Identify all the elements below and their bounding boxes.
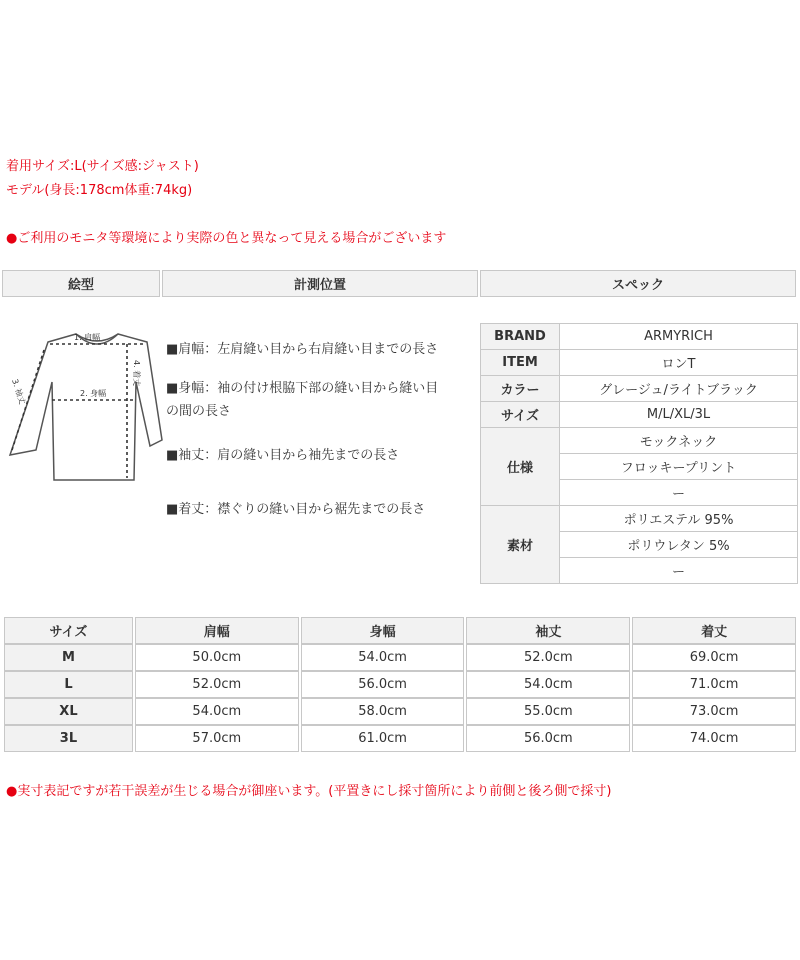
body-width-label: 2. 身幅 <box>80 389 107 398</box>
column-header: サイズ <box>4 617 133 644</box>
table-cell: 50.0cm <box>135 644 299 671</box>
length-label: 4. 着丈 <box>132 360 141 387</box>
size-label: 3L <box>4 725 133 752</box>
spec-key: サイズ <box>481 402 560 428</box>
header-measurement: 計測位置 <box>162 270 478 297</box>
table-cell: 61.0cm <box>301 725 465 752</box>
table-row <box>4 698 796 725</box>
table-cell: 54.0cm <box>301 644 465 671</box>
size-label: L <box>4 671 133 698</box>
column-header: 袖丈 <box>466 617 630 644</box>
spec-row-item <box>481 350 798 376</box>
table-cell: 56.0cm <box>301 671 465 698</box>
shoulder-label: 1. 肩幅 <box>74 333 101 342</box>
body-width-desc-2: の間の長さ <box>166 404 232 419</box>
table-row <box>4 644 796 671</box>
spec-key: BRAND <box>481 324 560 350</box>
spec-key: 素材 <box>481 506 560 584</box>
table-cell: 52.0cm <box>135 671 299 698</box>
spec-table <box>480 323 798 584</box>
body-width-desc: ■身幅：袖の付け根脇下部の縫い目から縫い目 <box>166 381 439 396</box>
column-header: 着丈 <box>632 617 796 644</box>
spec-row-detail <box>481 428 798 454</box>
size-table <box>2 617 798 752</box>
section-header <box>2 270 798 297</box>
spec-row-color <box>481 376 798 402</box>
spec-value: M/L/XL/3L <box>560 402 798 428</box>
spec-value: ー <box>560 480 798 506</box>
spec-key: ITEM <box>481 350 560 376</box>
model-info-note: モデル(身長:178cm体重:74kg) <box>6 183 193 198</box>
spec-value: ー <box>560 558 798 584</box>
size-table-header <box>4 617 796 644</box>
size-label: M <box>4 644 133 671</box>
table-cell: 54.0cm <box>135 698 299 725</box>
table-row <box>4 725 796 752</box>
table-cell: 52.0cm <box>466 644 630 671</box>
column-header: 身幅 <box>301 617 465 644</box>
spec-value: ARMYRICH <box>560 324 798 350</box>
measurement-disclaimer: ●実寸表記ですが若干誤差が生じる場合が御座います。(平置きにし採寸箇所により前側と後ろ側で採寸) <box>6 784 612 799</box>
header-spec: スペック <box>480 270 796 297</box>
length-desc: ■着丈：襟ぐりの縫い目から裾先までの長さ <box>166 502 426 517</box>
table-cell: 57.0cm <box>135 725 299 752</box>
table-cell: 58.0cm <box>301 698 465 725</box>
column-header: 肩幅 <box>135 617 299 644</box>
shoulder-desc: ■肩幅：左肩縫い目から右肩縫い目までの長さ <box>166 342 439 357</box>
table-cell: 71.0cm <box>632 671 796 698</box>
header-illustration: 絵型 <box>2 270 160 297</box>
spec-row-material <box>481 506 798 532</box>
spec-key: 仕様 <box>481 428 560 506</box>
color-notice: ●ご利用のモニタ等環境により実際の色と異なって見える場合がございます <box>6 231 447 246</box>
spec-value: モックネック <box>560 428 798 454</box>
spec-key: カラー <box>481 376 560 402</box>
table-cell: 55.0cm <box>466 698 630 725</box>
table-cell: 56.0cm <box>466 725 630 752</box>
table-cell: 73.0cm <box>632 698 796 725</box>
spec-value: ロンT <box>560 350 798 376</box>
sleeve-desc: ■袖丈：肩の縫い目から袖先までの長さ <box>166 448 400 463</box>
size-label: XL <box>4 698 133 725</box>
garment-diagram <box>0 320 165 495</box>
table-cell: 74.0cm <box>632 725 796 752</box>
table-row <box>4 671 796 698</box>
table-cell: 54.0cm <box>466 671 630 698</box>
spec-value: グレージュ/ライトブラック <box>560 376 798 402</box>
spec-value: ポリウレタン 5% <box>560 532 798 558</box>
spec-row-brand <box>481 324 798 350</box>
sleeve-label: 3. 袖丈 <box>10 377 27 406</box>
spec-row-size <box>481 402 798 428</box>
spec-value: ポリエステル 95% <box>560 506 798 532</box>
spec-value: フロッキープリント <box>560 454 798 480</box>
table-cell: 69.0cm <box>632 644 796 671</box>
model-size-note: 着用サイズ:L(サイズ感:ジャスト) <box>6 159 199 174</box>
